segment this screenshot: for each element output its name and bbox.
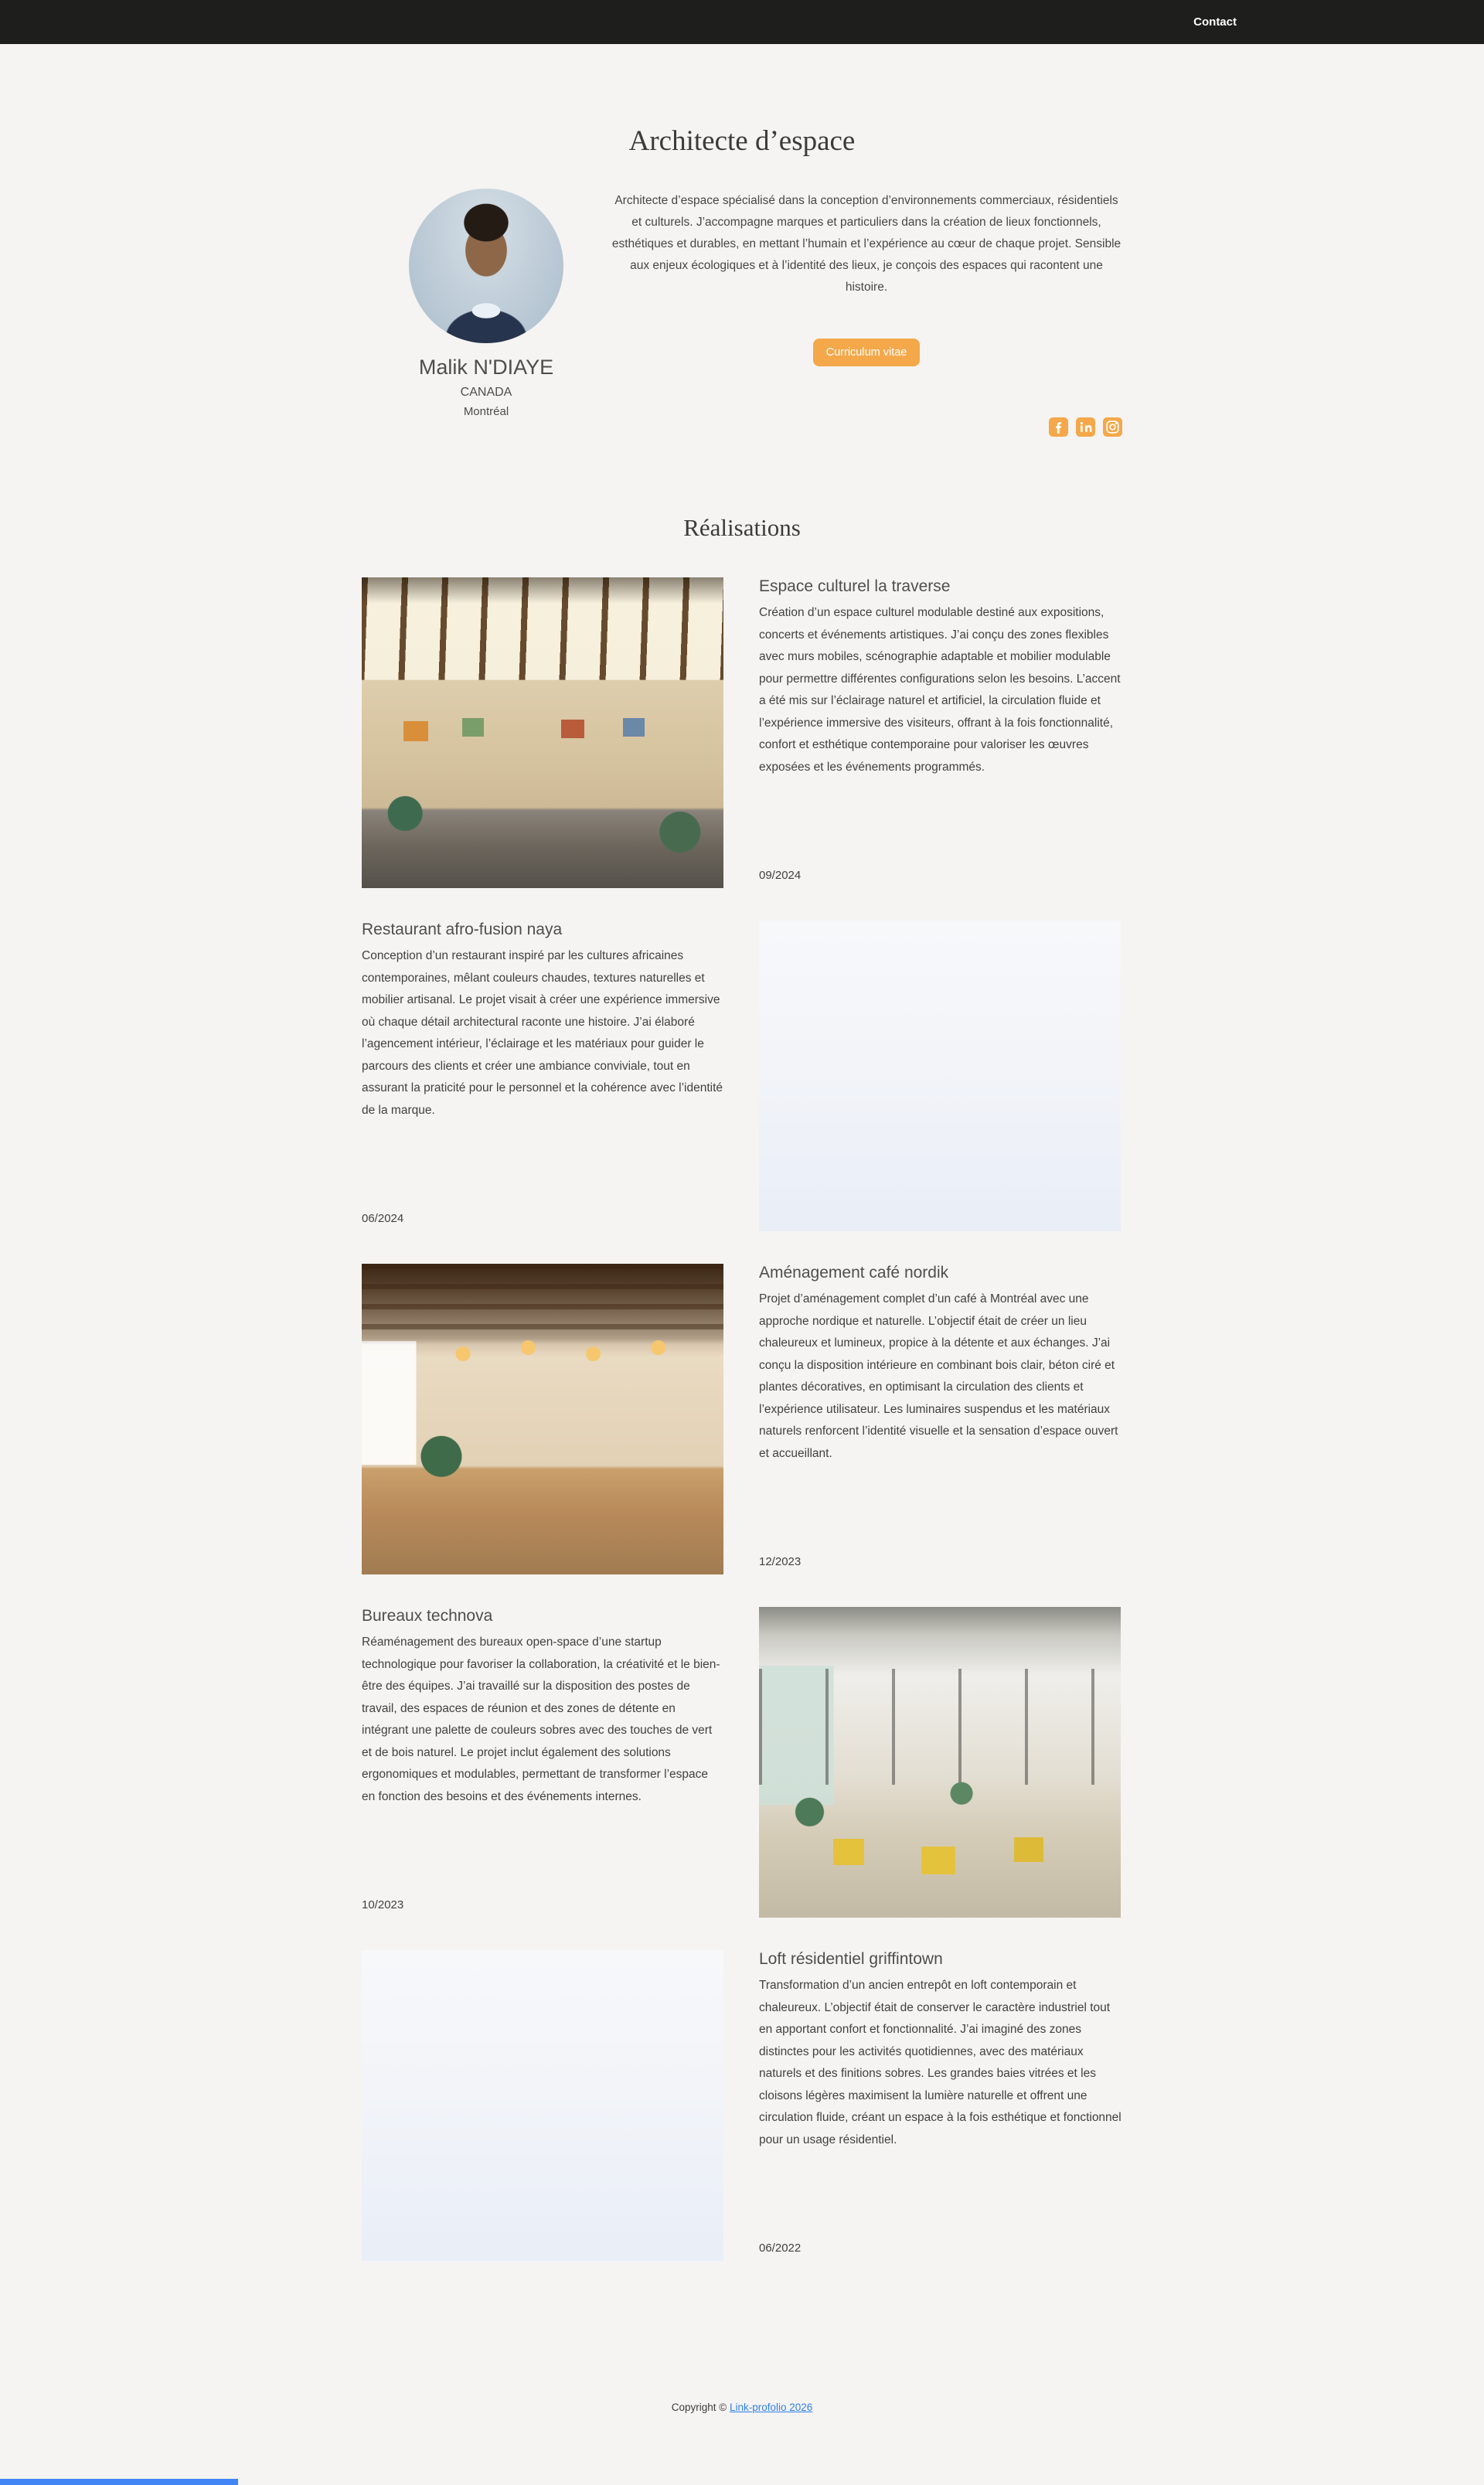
projects-list: [362, 577, 1122, 2261]
profile-photo-column: [362, 189, 611, 437]
profile-section: [362, 189, 1122, 437]
project-details: [759, 577, 1122, 888]
project-description: Conception d’un restaurant inspiré par les cultures africaines contemporaines, mêlant couleurs chaudes, textures naturelles et mobilier artisanal. Le projet visait à créer une expérience immersive où chaque détail architectural raconte une histoire. J’ai élaboré l’agencement intérieur, l’éclairage et les matériaux pour guider le parcours des clients et créer une ambiance conviviale, tout en assurant la praticité pour le personnel et la cohérence avec l’identité de la marque.: [362, 949, 723, 1117]
project-date: 06/2022: [759, 2242, 802, 2255]
project-image: [759, 921, 1121, 1231]
profile-bio-column: [611, 189, 1122, 437]
bottom-loading-bar: [0, 2479, 238, 2485]
project-title: Restaurant afro-fusion naya: [362, 921, 563, 938]
profile-name: Malik N'DIAYE: [418, 356, 554, 379]
project-details: [759, 1950, 1122, 2261]
profile-bio: Architecte d’espace spécialisé dans la conception d’environnements commerciaux, résidentiels et culturels. J’accompagne marques et particuliers dans la création de lieux fonctionnels, esthétiques et durables, en mettant l’humain et l’expérience au cœur de chaque projet. Sensible aux enjeux écologiques et à l’identité des lieux, je conçois des espaces qui racontent une histoire.: [611, 194, 1122, 294]
avatar: [409, 189, 563, 343]
project-date: 06/2024: [362, 1212, 404, 1225]
page-title: Architecte d’espace: [628, 125, 856, 157]
project-row: [362, 577, 1122, 888]
project-title: Aménagement café nordik: [759, 1264, 949, 1282]
project-row: [362, 1264, 1122, 1574]
project-description: Projet d’aménagement complet d’un café à Montréal avec une approche nordique et naturelle. L’objectif était de créer un lieu chaleureux et lumineux, propice à la détente et aux échanges. J’ai conçu la disposition intérieure en combinant bois clair, béton ciré et plantes décoratives, en optimisant la circulation des clients et l’expérience utilisateur. Les luminaires suspendus et les matériaux naturels renforcent l’identité visuelle et la sensation d’espace ouvert et accueillant.: [759, 1292, 1118, 1460]
project-image: [759, 1607, 1121, 1918]
project-image: [362, 577, 723, 888]
project-image: [362, 1950, 723, 2261]
project-row: [362, 921, 1122, 1231]
project-description: Création d’un espace culturel modulable destiné aux expositions, concerts et événements artistiques. J’ai conçu des zones flexibles avec murs mobiles, scénographie adaptable et mobilier modulable pour permettre différentes configurations selon les besoins. L’accent a été mis sur l’éclairage naturel et artificiel, la circulation fluide et l’expérience immersive des visiteurs, offrant à la fois fonctionnalité, confort et esthétique contemporaine pour valoriser les œuvres exposées et les événements programmés.: [759, 606, 1121, 774]
project-details: [759, 1264, 1122, 1574]
linkedin-icon[interactable]: [1076, 417, 1095, 437]
instagram-icon[interactable]: [1103, 417, 1122, 437]
realisations-title: Réalisations: [683, 514, 801, 541]
project-date: 09/2024: [759, 869, 802, 882]
social-links: [611, 417, 1122, 437]
project-row: [362, 1607, 1122, 1918]
profile-city: Montréal: [463, 405, 509, 418]
facebook-icon[interactable]: [1049, 417, 1068, 437]
project-date: 12/2023: [759, 1555, 802, 1568]
project-title: Bureaux technova: [362, 1607, 493, 1625]
footer-link[interactable]: Link-profolio 2026: [729, 2402, 813, 2413]
project-description: Transformation d’un ancien entrepôt en loft contemporain et chaleureux. L’objectif était de conserver le caractère industriel tout en apportant confort et fonctionnalité. J’ai imaginé des zones distinctes pour les activités quotidiennes, avec des matériaux naturels et des finitions sobres. Les grandes baies vitrées et les cloisons légères maximisent la lumière naturelle et offrent une circulation fluide, créant un espace à la fois esthétique et fonctionnel pour un usage résidentiel.: [759, 1979, 1122, 2146]
project-details: [362, 921, 723, 1231]
project-details: [362, 1607, 723, 1918]
footer: [0, 2402, 1484, 2413]
project-title: Loft résidentiel griffintown: [759, 1950, 943, 1968]
project-title: Espace culturel la traverse: [759, 577, 951, 595]
project-image: [362, 1264, 723, 1574]
main-content: [362, 44, 1122, 2261]
profile-country: CANADA: [460, 386, 512, 399]
top-navigation-bar: [0, 0, 1484, 44]
copyright-text: Copyright ©: [671, 2402, 730, 2413]
project-date: 10/2023: [362, 1898, 404, 1911]
contact-link[interactable]: Contact: [1193, 15, 1237, 29]
curriculum-vitae-button[interactable]: Curriculum vitae: [813, 339, 921, 366]
project-description: Réaménagement des bureaux open-space d’une startup technologique pour favoriser la collaboration, la créativité et le bien-être des équipes. J’ai travaillé sur la disposition des postes de travail, des espaces de réunion et des zones de détente en intégrant une palette de couleurs sobres avec des touches de vert et de bois naturel. Le projet inclut également des solutions ergonomiques et modulables, permettant de transformer l’espace en fonction des besoins et des événements internes.: [362, 1636, 720, 1803]
project-row: [362, 1950, 1122, 2261]
